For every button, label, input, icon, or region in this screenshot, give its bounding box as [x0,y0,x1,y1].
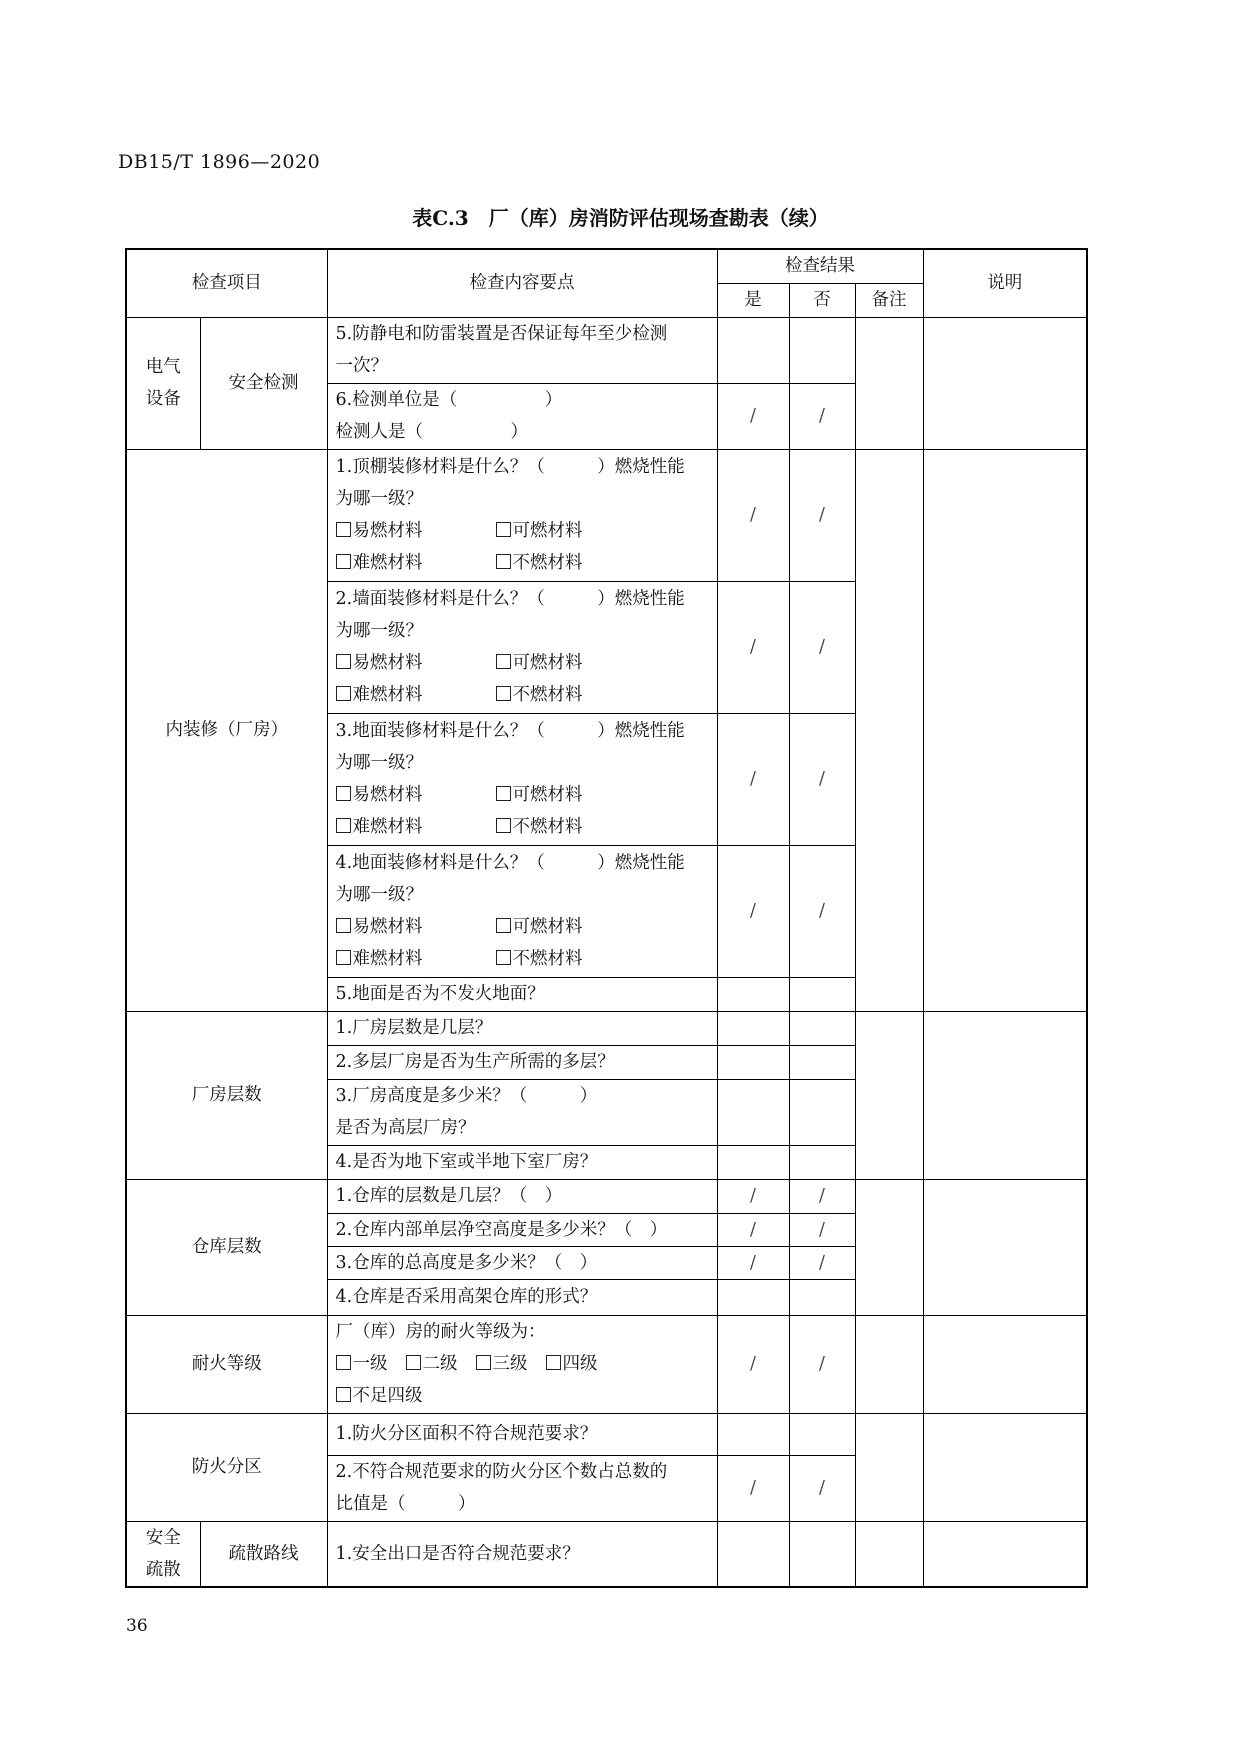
explain-cell[interactable] [923,1315,1087,1413]
checkbox-option[interactable] [496,779,656,811]
yes-cell-na: / [717,1455,789,1521]
table-title: 表C.3 厂（库）房消防评估现场查勘表（续） [412,206,829,230]
question-cell [327,1246,717,1279]
yes-cell[interactable] [717,317,789,383]
checkbox-option[interactable] [336,547,496,579]
option-label: 难燃材料 [352,685,423,705]
question-cell [327,977,717,1011]
option-label: 不足四级 [352,1386,423,1406]
question-text: 4.地面装修材料是什么？（ ）燃烧性能 [335,853,685,873]
remark-cell[interactable] [855,1521,923,1587]
checkbox-option[interactable] [496,911,656,943]
checkbox-option[interactable] [496,679,656,711]
yes-cell-na: / [717,1315,789,1413]
option-label: 难燃材料 [352,817,423,837]
question-cell [327,1045,717,1079]
category-evacuation-line2: 疏散 [145,1559,181,1580]
checkbox-icon [336,686,351,701]
checkbox-option[interactable] [336,943,496,975]
no-cell-na: / [789,1246,855,1279]
header-remark: 备注 [855,283,923,317]
header-yes: 是 [717,283,789,317]
no-cell[interactable] [789,1413,855,1455]
subcategory-safety-test: 安全检测 [200,317,327,449]
yes-cell[interactable] [717,1045,789,1079]
subcategory-evacuation-route: 疏散路线 [200,1521,327,1587]
question-text: 4.是否为地下室或半地下室厂房？ [335,1152,598,1172]
checkbox-icon [406,1355,421,1370]
question-cell [327,1279,717,1315]
no-cell-na: / [789,449,855,581]
question-text: 1.顶棚装修材料是什么？（ ）燃烧性能 [335,457,685,477]
inspection-table [125,248,1088,1588]
question-text: 1.仓库的层数是几层？（ ） [335,1186,563,1206]
header-item: 检查项目 [126,249,327,317]
question-text: 2.仓库内部单层净空高度是多少米？（ ） [335,1219,668,1240]
checkbox-option[interactable] [546,1348,598,1380]
no-cell[interactable] [789,1079,855,1145]
checkbox-option[interactable] [496,647,656,679]
category-decoration: 内装修（厂房） [126,449,327,1011]
category-factory-floors: 厂房层数 [126,1011,327,1179]
no-cell[interactable] [789,1279,855,1315]
option-label: 三级 [492,1354,528,1374]
option-label: 难燃材料 [352,949,423,969]
document-code: DB15/T 1896—2020 [118,151,321,173]
checkbox-icon [336,786,351,801]
checkbox-option[interactable] [496,515,656,547]
question-text: 2.墙面装修材料是什么？（ ）燃烧性能 [335,589,685,609]
header-content: 检查内容要点 [327,249,717,317]
category-electrical-line1: 电气 [145,357,181,377]
option-label: 难燃材料 [352,553,423,573]
question-cell [327,713,717,845]
yes-cell[interactable] [717,1413,789,1455]
checkbox-option[interactable] [336,811,496,843]
no-cell[interactable] [789,1011,855,1045]
option-label: 四级 [562,1354,598,1374]
checkbox-icon [496,554,511,569]
question-text: 5.防静电和防雷装置是否保证每年至少检测 [335,324,668,344]
question-text: 5.地面是否为不发火地面？ [335,984,545,1004]
no-cell-na: / [789,1179,855,1213]
option-label: 易燃材料 [352,521,423,541]
question-text: 2.多层厂房是否为生产所需的多层？ [335,1052,615,1072]
category-evacuation [126,1521,200,1587]
checkbox-icon [336,1355,351,1370]
checkbox-option[interactable] [496,547,656,579]
header-no: 否 [789,283,855,317]
yes-cell-na: / [717,383,789,449]
yes-cell[interactable] [717,1145,789,1179]
checkbox-icon [496,818,511,833]
remark-cell[interactable] [855,317,923,449]
option-label: 可燃材料 [512,653,583,673]
question-text: 是否为高层厂房？ [335,1118,476,1138]
option-label: 易燃材料 [352,653,423,673]
question-text: 为哪一级？ [335,753,423,773]
option-label: 易燃材料 [352,785,423,805]
question-text: 1.防火分区面积不符合规范要求？ [335,1424,598,1444]
checkbox-option[interactable] [336,647,496,679]
question-text: 6.检测单位是（ ） [335,390,563,410]
yes-cell[interactable] [717,1279,789,1315]
header-result: 检查结果 [717,249,923,283]
explain-cell[interactable] [923,1011,1087,1179]
no-cell[interactable] [789,1521,855,1587]
question-cell [327,1213,717,1246]
yes-cell-na: / [717,845,789,977]
question-text: 3.地面装修材料是什么？（ ）燃烧性能 [335,721,685,741]
question-text: 3.厂房高度是多少米？（ ） [335,1086,598,1106]
question-cell [327,1521,717,1587]
checkbox-icon [496,654,511,669]
checkbox-option[interactable] [336,679,496,711]
checkbox-icon [336,918,351,933]
option-label: 不燃材料 [512,553,583,573]
no-cell[interactable] [789,317,855,383]
question-text: 检测人是（ ） [335,422,528,442]
checkbox-option[interactable] [336,911,496,943]
page-number: 36 [126,1616,148,1636]
question-text: 2.不符合规范要求的防火分区个数占总数的 [335,1462,668,1482]
checkbox-icon [336,818,351,833]
checkbox-icon [496,686,511,701]
checkbox-option[interactable] [476,1348,528,1380]
question-cell [327,1413,717,1455]
no-cell-na: / [789,1455,855,1521]
question-text: 为哪一级？ [335,885,423,905]
question-cell [327,581,717,713]
explain-cell[interactable] [923,1179,1087,1315]
checkbox-icon [336,950,351,965]
remark-cell[interactable] [855,1315,923,1413]
question-cell [327,383,717,449]
checkbox-icon [496,918,511,933]
category-fire-resistance: 耐火等级 [126,1315,327,1413]
option-label: 不燃材料 [512,817,583,837]
yes-cell-na: / [717,1179,789,1213]
option-label: 易燃材料 [352,917,423,937]
question-text: 4.仓库是否采用高架仓库的形式？ [335,1287,598,1307]
checkbox-option[interactable] [336,515,496,547]
explain-cell[interactable] [923,1521,1087,1587]
option-label: 不燃材料 [512,685,583,705]
question-text: 为哪一级？ [335,489,423,509]
yes-cell[interactable] [717,977,789,1011]
question-text: 1.厂房层数是几层？ [335,1018,493,1038]
remark-cell[interactable] [855,1011,923,1179]
yes-cell[interactable] [717,1079,789,1145]
question-cell [327,1455,717,1521]
checkbox-option[interactable] [336,779,496,811]
remark-cell[interactable] [855,449,923,1011]
explain-cell[interactable] [923,1413,1087,1521]
question-cell [327,317,717,383]
yes-cell-na: / [717,449,789,581]
question-text: 比值是（ ） [335,1494,476,1514]
checkbox-option[interactable] [336,1348,388,1380]
question-text: 1.安全出口是否符合规范要求？ [335,1543,580,1564]
question-text: 3.仓库的总高度是多少米？（ ） [335,1252,598,1273]
remark-cell[interactable] [855,1179,923,1315]
no-cell-na: / [789,581,855,713]
category-evacuation-line1: 安全 [145,1527,181,1548]
question-text: 为哪一级？ [335,621,423,641]
no-cell-na: / [789,1213,855,1246]
no-cell[interactable] [789,977,855,1011]
yes-cell-na: / [717,1246,789,1279]
question-cell [327,449,717,581]
yes-cell-na: / [717,1213,789,1246]
checkbox-icon [476,1355,491,1370]
question-cell [327,1011,717,1045]
checkbox-icon [336,554,351,569]
question-text: 一次？ [335,356,388,376]
question-cell [327,845,717,977]
category-electrical-line2: 设备 [145,389,181,409]
option-label: 二级 [422,1354,458,1374]
question-cell [327,1179,717,1213]
option-label: 不燃材料 [512,949,583,969]
option-label: 一级 [352,1354,388,1374]
option-label: 可燃材料 [512,521,583,541]
question-text: 厂（库）房的耐火等级为： [335,1322,546,1342]
option-label: 可燃材料 [512,917,583,937]
question-cell [327,1145,717,1179]
no-cell-na: / [789,1315,855,1413]
remark-cell[interactable] [855,1413,923,1521]
no-cell-na: / [789,713,855,845]
category-warehouse-floors: 仓库层数 [126,1179,327,1315]
checkbox-icon [496,950,511,965]
checkbox-icon [336,654,351,669]
explain-cell[interactable] [923,317,1087,449]
question-cell [327,1315,717,1413]
explain-cell[interactable] [923,449,1087,1011]
checkbox-icon [496,522,511,537]
yes-cell-na: / [717,581,789,713]
yes-cell-na: / [717,713,789,845]
checkbox-icon [336,1387,351,1402]
no-cell[interactable] [789,1145,855,1179]
yes-cell[interactable] [717,1011,789,1045]
yes-cell[interactable] [717,1521,789,1587]
question-cell [327,1079,717,1145]
checkbox-icon [496,786,511,801]
checkbox-option[interactable] [336,1380,423,1412]
checkbox-option[interactable] [496,943,656,975]
no-cell-na: / [789,845,855,977]
category-electrical [126,317,200,449]
checkbox-option[interactable] [496,811,656,843]
no-cell-na: / [789,383,855,449]
no-cell[interactable] [789,1045,855,1079]
category-fire-compartment: 防火分区 [126,1413,327,1521]
header-explain: 说明 [923,249,1087,317]
checkbox-option[interactable] [406,1348,458,1380]
checkbox-icon [546,1355,561,1370]
checkbox-icon [336,522,351,537]
option-label: 可燃材料 [512,785,583,805]
